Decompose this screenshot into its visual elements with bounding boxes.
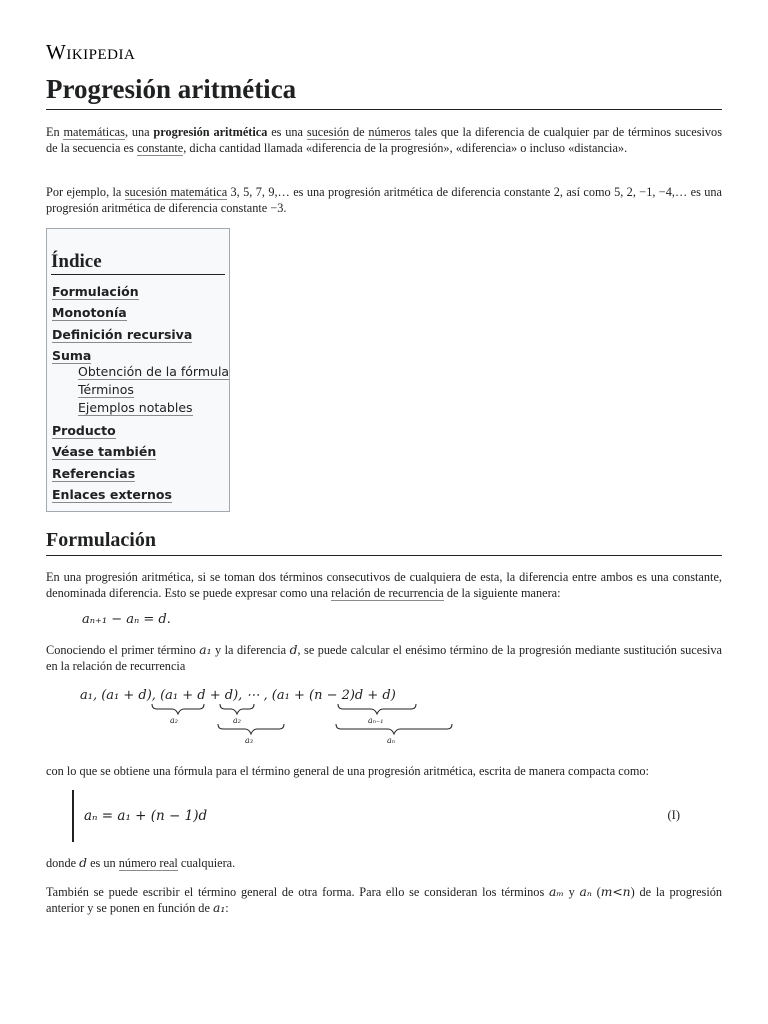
toc-item-formulacion[interactable]: Formulación — [52, 284, 139, 299]
text-run: En una progresión aritmética, si se toman dos términos consecutivos de cualquiera de esta, la diferencia entre ambos es una constante, denominada diferencia. Esto se puede expresar como una — [46, 570, 722, 600]
toc-item-terminos[interactable]: Términos — [78, 382, 134, 397]
toc-item-monotonia[interactable]: Monotonía — [52, 305, 127, 320]
text-run: Conociendo el primer término — [46, 643, 200, 657]
underbrace-an1 — [338, 704, 416, 714]
brace-label-a3: a₃ — [245, 736, 253, 745]
wikipedia-wordmark[interactable]: Wikipedia — [46, 40, 136, 64]
sequence-formula: a₁, (a₁ + d), (a₁ + d + d), ⋯ , (a₁ + (n − 2)d + d) — [80, 688, 396, 703]
text-run: de — [349, 125, 369, 139]
formula-number: (I) — [667, 808, 680, 822]
inline-link[interactable]: relación de recurrencia — [331, 586, 444, 600]
text-run: , dicha cantidad llamada «diferencia de la progresión», «diferencia» o incluso «distancia». — [183, 141, 628, 155]
underbrace-a2 — [152, 704, 204, 714]
text-run: tales que la diferencia de cualquier par de términos sucesivos de la secuencia es — [46, 125, 722, 155]
substitution-sequence — [80, 682, 460, 752]
toc-item-enlaces-externos[interactable]: Enlaces externos — [52, 487, 172, 502]
text-run: es una — [267, 125, 307, 139]
formulacion-paragraph-4 — [46, 855, 722, 871]
text-run: y la diferencia — [211, 643, 290, 657]
toc-title: Índice — [51, 251, 225, 275]
text-run: y — [563, 885, 580, 899]
general-term-box — [72, 790, 724, 842]
intro-paragraph-2 — [46, 184, 722, 216]
text-run: , se puede calcular el enésimo término de la progresión mediante sustitución sucesiva en la relación de recurrencia — [46, 643, 722, 673]
section-heading-formulacion: Formulación — [46, 528, 722, 556]
inline-link[interactable]: matemáticas — [63, 125, 125, 139]
formulacion-paragraph-2 — [46, 642, 722, 674]
text-run: Por ejemplo, la — [46, 185, 125, 199]
toc-item-referencias[interactable]: Referencias — [52, 466, 136, 481]
text-run: : — [225, 901, 229, 915]
inline-link[interactable]: número real — [118, 856, 178, 870]
brace-label-an: aₙ — [387, 736, 396, 745]
toc-item-vease-tambien[interactable]: Véase también — [52, 444, 157, 459]
text-run: ) de la progresión anterior y se ponen en función de — [46, 885, 723, 915]
brace-label-a2-inner: a₂ — [233, 716, 241, 725]
underbrace-an — [336, 724, 452, 734]
intro-paragraph-1 — [46, 124, 722, 156]
text-run: cualquiera. — [177, 856, 236, 870]
text-run: con lo que se obtiene una fórmula para el término general de una progresión aritmética, escrita de manera compacta como: — [46, 764, 649, 778]
formulacion-paragraph-5 — [46, 884, 722, 916]
text-run: de la siguiente manera: — [443, 586, 561, 600]
toc-item-ejemplos-notables[interactable]: Ejemplos notables — [78, 400, 193, 415]
inline-math: d — [79, 856, 88, 870]
toc-item-definicion-recursiva[interactable]: Definición recursiva — [52, 327, 193, 342]
text-run: donde — [46, 856, 80, 870]
toc-item-suma[interactable]: Suma — [52, 348, 92, 363]
text-run: En — [46, 125, 64, 139]
underbrace-a2-inner — [220, 704, 254, 714]
recurrence-formula: aₙ₊₁ − aₙ = d. — [82, 612, 171, 627]
formulacion-paragraph-1 — [46, 569, 722, 601]
underbraces — [80, 682, 460, 752]
text-run: También se puede escribir el término general de otra forma. Para ello se consideran los términos — [46, 885, 549, 899]
inline-math: a₁ — [199, 643, 212, 657]
toc-item-obtencion-formula[interactable]: Obtención de la fórmula — [78, 364, 230, 379]
inline-link[interactable]: sucesión matemática — [124, 185, 228, 199]
brace-label-a2: a₂ — [170, 716, 178, 725]
text-run: , una — [124, 125, 154, 139]
inline-math: a₁ — [212, 901, 226, 915]
table-of-contents — [46, 228, 230, 512]
inline-link[interactable]: números — [368, 125, 411, 139]
brace-label-an1: aₙ₋₁ — [368, 716, 384, 725]
inline-math: d — [289, 643, 298, 657]
text-run: 3, 5, 7, 9,… es una progresión aritmética de diferencia constante 2, así como 5, 2, −1, −4,… es una progresión aritmética de diferencia constante −3. — [46, 185, 722, 215]
inline-math: aₙ — [579, 885, 592, 899]
bold-term: progresión aritmética — [153, 125, 268, 139]
page-title: Progresión aritmética — [46, 72, 722, 110]
inline-math: m<n — [600, 885, 631, 899]
inline-link[interactable]: sucesión — [306, 125, 350, 139]
text-run: es un — [87, 856, 119, 870]
inline-math: aₘ — [549, 885, 564, 899]
inline-link[interactable]: constante — [136, 141, 184, 155]
toc-item-producto[interactable]: Producto — [52, 423, 116, 438]
general-term-formula: aₙ = a₁ + (n − 1)d — [84, 808, 208, 824]
text-run: ( — [591, 885, 601, 899]
underbrace-a3 — [218, 724, 284, 734]
formulacion-paragraph-3 — [46, 763, 722, 779]
